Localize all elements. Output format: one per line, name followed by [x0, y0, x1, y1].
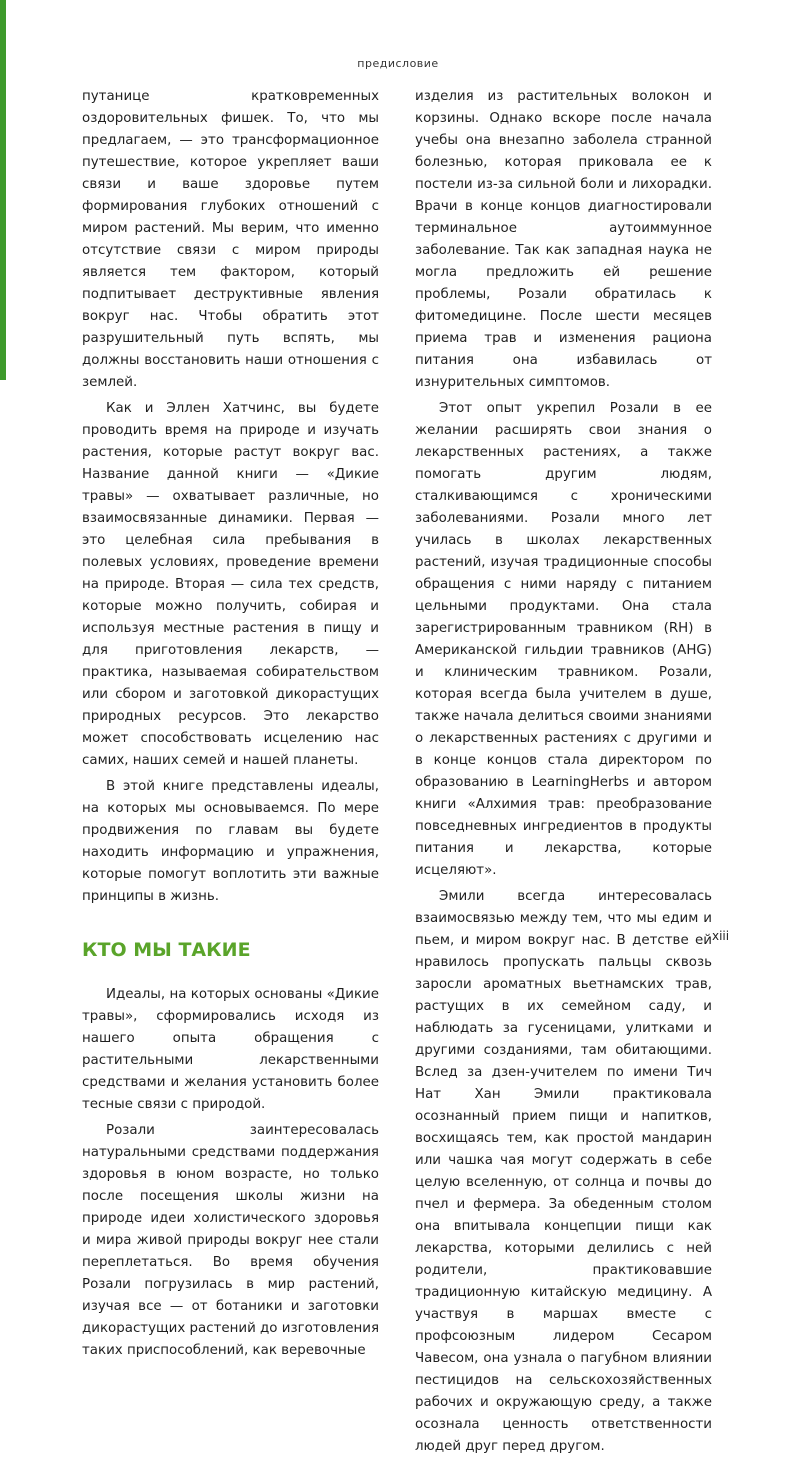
paragraph: Идеалы, на которых основаны «Дикие травы», сформировались исходя из нашего опыта обращения с растительными лекарственными средствами и желания установить более тесные связи с природой. [82, 987, 379, 1112]
paragraph: Розали заинтересовалась натуральными средствами поддержания здоровья в юном возрасте, но только после посещения школы жизни на природе идеи холистического здоровья и мира живой природы вокруг нее стали переплетаться. Во время обучения Розали погрузилась в мир растений, изучая все — от ботаники и заготовки дикорастущих растений до изготовления таких приспособлений, как веревочные [82, 1123, 380, 1358]
right-column [415, 86, 712, 1458]
paragraph: изделия из растительных волокон и корзины. Однако вскоре после начала учебы она внезапно заболела странной болезнью, которая приковала ее к постели из-за сильной боли и лихорадки. Врачи в конце концов диагностировали терминальное аутоиммунное заболевание. Так как западная наука не могла предложить ей решение проблемы, Розали обратилась к фитомедицине. После шести месяцев приема трав и изменения рациона питания она избавилась от изнурительных симптомов. [415, 89, 712, 390]
left-column [82, 86, 379, 1362]
paragraph: В этой книге представлены идеалы, на которых мы основываемся. По мере продвижения по главам вы будете находить информацию и упражнения, которые помогут воплотить эти важные принципы в жизнь. [82, 779, 379, 904]
paragraph: путанице кратковременных оздоровительных фишек. То, что мы предлагаем, — это трансформационное путешествие, которое укрепляет ваши связи и ваше здоровье путем формирования глубоких отношений с миром растений. Мы верим, что именно отсутствие связи с миром природы является тем фактором, который подпитывает деструктивные явления вокруг нас. Чтобы обратить этот разрушительный путь вспять, мы должны восстановить наши отношения с землей. [82, 89, 379, 390]
paragraph: Как и Эллен Хатчинс, вы будете проводить время на природе и изучать растения, которые растут вокруг вас. Название данной книги — «Дикие травы» — охватывает различные, но взаимосвязанные динамики. Первая — это целебная сила пребывания в полевых условиях, проведение времени на природе. Вторая — сила тех средств, которые можно получить, собирая и используя местные растения в пищу и для приготовления лекарств, — практика, называемая собирательством или сбором и заготовкой дикорастущих природных ресурсов. Это лекарство может способствовать исцелению нас самих, наших семей и нашей планеты. [82, 401, 379, 768]
running-head: предисловие [357, 57, 439, 70]
page-number: xiii [712, 929, 730, 943]
section-heading: КТО МЫ ТАКИЕ [82, 939, 251, 961]
paragraph: Эмили всегда интересовалась взаимосвязью между тем, что мы едим и пьем, и миром вокруг нас. В детстве ей нравилось пропускать пальцы сквозь заросли ароматных вьетнамских трав, растущих в их семейном саду, и наблюдать за гусеницами, улитками и другими созданиями, там обитающими. Вслед за дзен-учителем по имени Тич Нат Хан Эмили практиковала осознанный прием пищи и напитков, восхищаясь тем, как простой мандарин или чашка чая могут содержать в себе целую вселенную, от солнца и почвы до пчел и фермера. За обеденным столом она впитывала концепции пищи как лекарства, которыми делились с ней родители, практиковавшие традиционную китайскую медицину. А участвуя в маршах вместе с профсоюзным лидером Сесаром Чавесом, она узнала о пагубном влиянии пестицидов на сельскохозяйственных рабочих и окружающую среду, а также осознала ценность ответственности людей друг перед другом. [415, 889, 712, 1454]
paragraph: Этот опыт укрепил Розали в ее желании расширять свои знания о лекарственных растениях, а также помогать другим людям, сталкивающимся с хроническими заболеваниями. Розали много лет училась в школах лекарственных растений, изучая традиционные способы обращения с ними наряду с питанием цельными продуктами. Она стала зарегистрированным травником (RH) в Американской гильдии травников (AHG) и клиническим травником. Розали, которая всегда была учителем в душе, также начала делиться своими знаниями о лекарственных растениях с другими и в конце концов стала директором по образованию в LearningHerbs и автором книги «Алхимия трав: преобразование повседневных ингредиентов в продукты питания и лекарства, которые исцеляют». [415, 401, 712, 878]
